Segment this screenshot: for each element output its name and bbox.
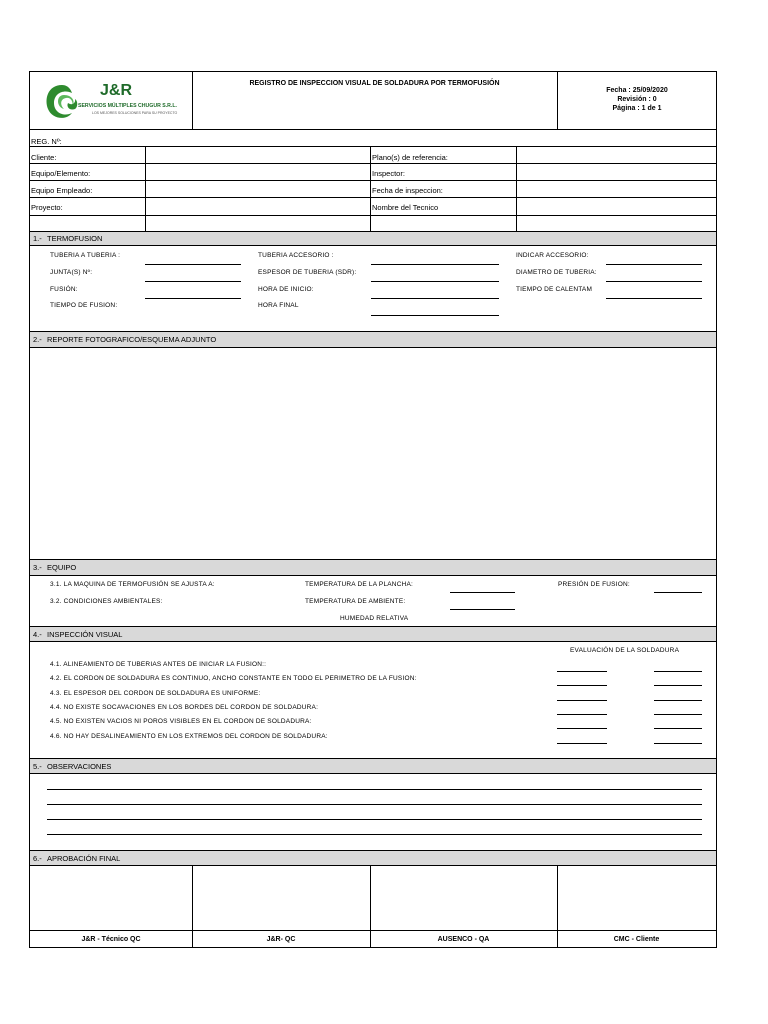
inspection-item-2: 4.2. EL CORDON DE SOLDADURA ES CONTINUO, ANCHO CONSTANTE EN TODO EL PERIMETRO DE LA FUSION: [50,675,417,682]
inspection-item-5: 4.5. NO EXISTEN VACIOS NI POROS VISIBLES EN EL CORDON DE SOLDADURA: [50,718,312,725]
section-4-header: 4.- INSPECCIÓN VISUAL [30,626,716,642]
observation-line[interactable] [47,804,702,805]
observation-line[interactable] [47,819,702,820]
signature-box-jr-qc[interactable] [193,866,370,930]
observation-line[interactable] [47,789,702,790]
nombre-tecnico-label: Nombre del Tecnico [372,203,439,212]
doc-page: Página : 1 de 1 [612,105,662,112]
section-1-header: 1.- TERMOFUSION [30,231,716,246]
evaluacion-label: EVALUACIÓN DE LA SOLDADURA [570,647,680,654]
plano-label: Plano(s) de referencia: [372,153,448,162]
signature-box-ausenco[interactable] [371,866,557,930]
swirl-logo-icon [42,81,82,123]
tuberia-accesorio-label: TUBERIA ACCESORIO : [258,252,334,259]
cliente-label: Cliente: [31,153,57,162]
signer-label-jr-tecnico: J&R - Técnico QC [81,936,141,943]
signature-box-cmc[interactable] [558,866,716,930]
hora-final-label: HORA FINAL [258,302,299,309]
equipo-elemento-label: Equipo/Elemento: [31,169,91,178]
espesor-label: ESPESOR DE TUBERIA (SDR): [258,269,357,276]
inspection-item-3: 4.3. EL ESPESOR DEL CORDON DE SOLDADURA ES UNIFORME: [50,690,261,697]
section-2-header: 2.- REPORTE FOTOGRAFICO/ESQUEMA ADJUNTO [30,331,716,348]
observation-line[interactable] [47,834,702,835]
reg-number-label: REG. Nº: [31,137,62,146]
temp-ambiente-label: TEMPERATURA DE AMBIENTE: [305,598,406,605]
inspection-item-4: 4.4. NO EXISTE SOCAVACIONES EN LOS BORDES DEL CORDON DE SOLDADURA: [50,704,319,711]
inspection-form [29,71,717,948]
temp-plancha-label: TEMPERATURA DE LA PLANCHA: [305,581,414,588]
equipo-item-2: 3.2. CONDICIONES AMBIENTALES: [50,598,163,605]
junta-label: JUNTA(S) Nº: [50,269,93,276]
proyecto-label: Proyecto: [31,203,63,212]
diametro-label: DIAMETRO DE TUBERIA: [516,269,597,276]
section-3-header: 3.- EQUIPO [30,559,716,576]
company-logo [42,81,182,123]
photo-report-area[interactable] [30,348,716,559]
logo-brand: J&R [100,82,133,99]
logo-subtitle: SERVICIOS MÚLTIPLES CHUGUR S.R.L. [78,103,177,109]
tiempo-fusion-label: TIEMPO DE FUSION: [50,302,118,309]
form-title: REGISTRO DE INSPECCION VISUAL DE SOLDADURA POR TERMOFUSIÓN [249,80,500,87]
inspection-item-1: 4.1. ALINEAMIENTO DE TUBERIAS ANTES DE INICIAR LA FUSION:: [50,661,267,668]
equipo-empleado-label: Equipo Empleado: [31,186,93,195]
tuberia-a-tuberia-label: TUBERIA A TUBERIA : [50,252,121,259]
presion-label: PRESIÓN DE FUSION: [558,581,630,588]
signer-label-ausenco: AUSENCO - QA [437,936,490,943]
inspection-item-6: 4.6. NO HAY DESALINEAMIENTO EN LOS EXTREMOS DEL CORDON DE SOLDADURA: [50,733,328,740]
hora-inicio-label: HORA DE INICIO: [258,286,314,293]
fecha-inspeccion-label: Fecha de inspeccion: [372,186,443,195]
section-6-header: 6.- APROBACIÓN FINAL [30,850,716,866]
doc-meta [557,86,717,113]
logo-tagline: LOS MEJORES SOLUCIONES PARA SU PROYECTO [92,111,178,115]
indicar-accesorio-label: INDICAR ACCESORIO: [516,252,589,259]
tiempo-calentam-label: TIEMPO DE CALENTAM [516,286,593,293]
section-5-header: 5.- OBSERVACIONES [30,758,716,774]
signer-label-jr-qc: J&R- QC [266,936,296,943]
signer-label-cmc: CMC - Cliente [613,936,660,943]
doc-date: Fecha : 25/09/2020 [606,87,668,94]
signature-box-jr-tecnico[interactable] [30,866,192,930]
humedad-label: HUMEDAD RELATIVA [340,615,409,622]
inspector-label: Inspector: [372,169,405,178]
equipo-item-1: 3.1. LA MAQUINA DE TERMOFUSIÓN SE AJUSTA A: [50,581,215,588]
doc-revision: Revisión : 0 [617,96,657,103]
fusion-label: FUSIÓN: [50,286,78,293]
